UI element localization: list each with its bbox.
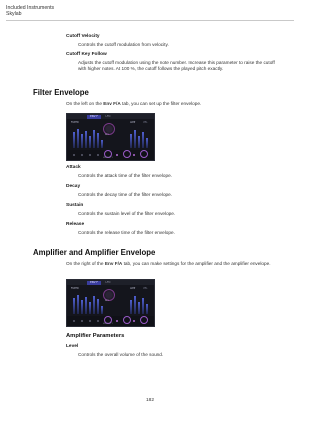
synth-label-vel: VEL [143,287,148,290]
param-desc-sustain: Controls the sustain level of the filter envelope. [78,211,176,216]
synth-label-amp: AMP [130,287,136,290]
synth-tab-active: ENV F [87,115,101,119]
param-term-decay: Decay [66,184,81,189]
heading-amplifier-parameters: Amplifier Parameters [66,333,125,339]
synth-label-filter: FILTER [71,287,79,290]
header-subsection: Skylab [6,11,22,18]
amp-envelope-screenshot [66,279,155,327]
heading-amplifier-envelope: Amplifier and Amplifier Envelope [33,248,156,257]
param-desc-level: Controls the overall volume of the sound. [78,352,164,357]
param-desc-release: Controls the release time of the filter envelope. [78,230,175,235]
param-desc-cutoff-key-follow: Adjusts the cutoff modulation using the note number. Increase this parameter to raise the cutoff with higher notes. At 100 %, the cutoff follows the played pitch exactly. [78,60,275,72]
param-desc-attack: Controls the attack time of the filter envelope. [78,173,173,178]
synth-bottom-label: VELOCITY [103,157,113,159]
synth-knob-label: KEY [105,134,109,136]
synth-amp-bars [129,294,151,314]
synth-amp-bars [129,128,151,148]
header-section: Included Instruments [6,5,55,11]
synth-tab-inactive: LFO [105,280,111,284]
amp-envelope-intro: On the right of the Env F/A tab, you can make settings for the amplifier and the amplifier envelope. [66,261,271,266]
param-term-cutoff-key-follow: Cutoff Key Follow [66,52,107,57]
synth-knob-label: KEY [105,300,109,302]
running-header [6,5,54,18]
filter-envelope-intro: On the left on the Env F/A tab, you can set up the filter envelope. [66,101,202,106]
heading-filter-envelope: Filter Envelope [33,88,89,97]
synth-tab-inactive: LFO [105,114,111,118]
param-desc-cutoff-velocity: Controls the cutoff modulation from velocity. [78,42,169,47]
filter-envelope-screenshot [66,113,155,161]
synth-tab-active: ENV F [87,281,101,285]
param-term-cutoff-velocity: Cutoff Velocity [66,34,100,39]
synth-envelope-bars [71,294,127,314]
param-desc-decay: Controls the decay time of the filter envelope. [78,192,173,197]
tab-name-env-fa: Env F/A [103,101,121,106]
header-divider [6,20,294,21]
param-term-release: Release [66,222,85,227]
synth-label-vel: VEL [143,121,148,124]
param-term-attack: Attack [66,165,81,170]
tab-name-env-fa: Env F/A [104,261,123,266]
synth-bottom-label: VELOCITY [103,323,113,325]
synth-envelope-bars [71,128,127,148]
param-term-sustain: Sustain [66,203,84,208]
synth-label-amp: AMP [130,121,136,124]
param-term-level: Level [66,344,79,349]
synth-label-filter: FILTER [71,121,79,124]
page-number: 182 [145,398,154,403]
